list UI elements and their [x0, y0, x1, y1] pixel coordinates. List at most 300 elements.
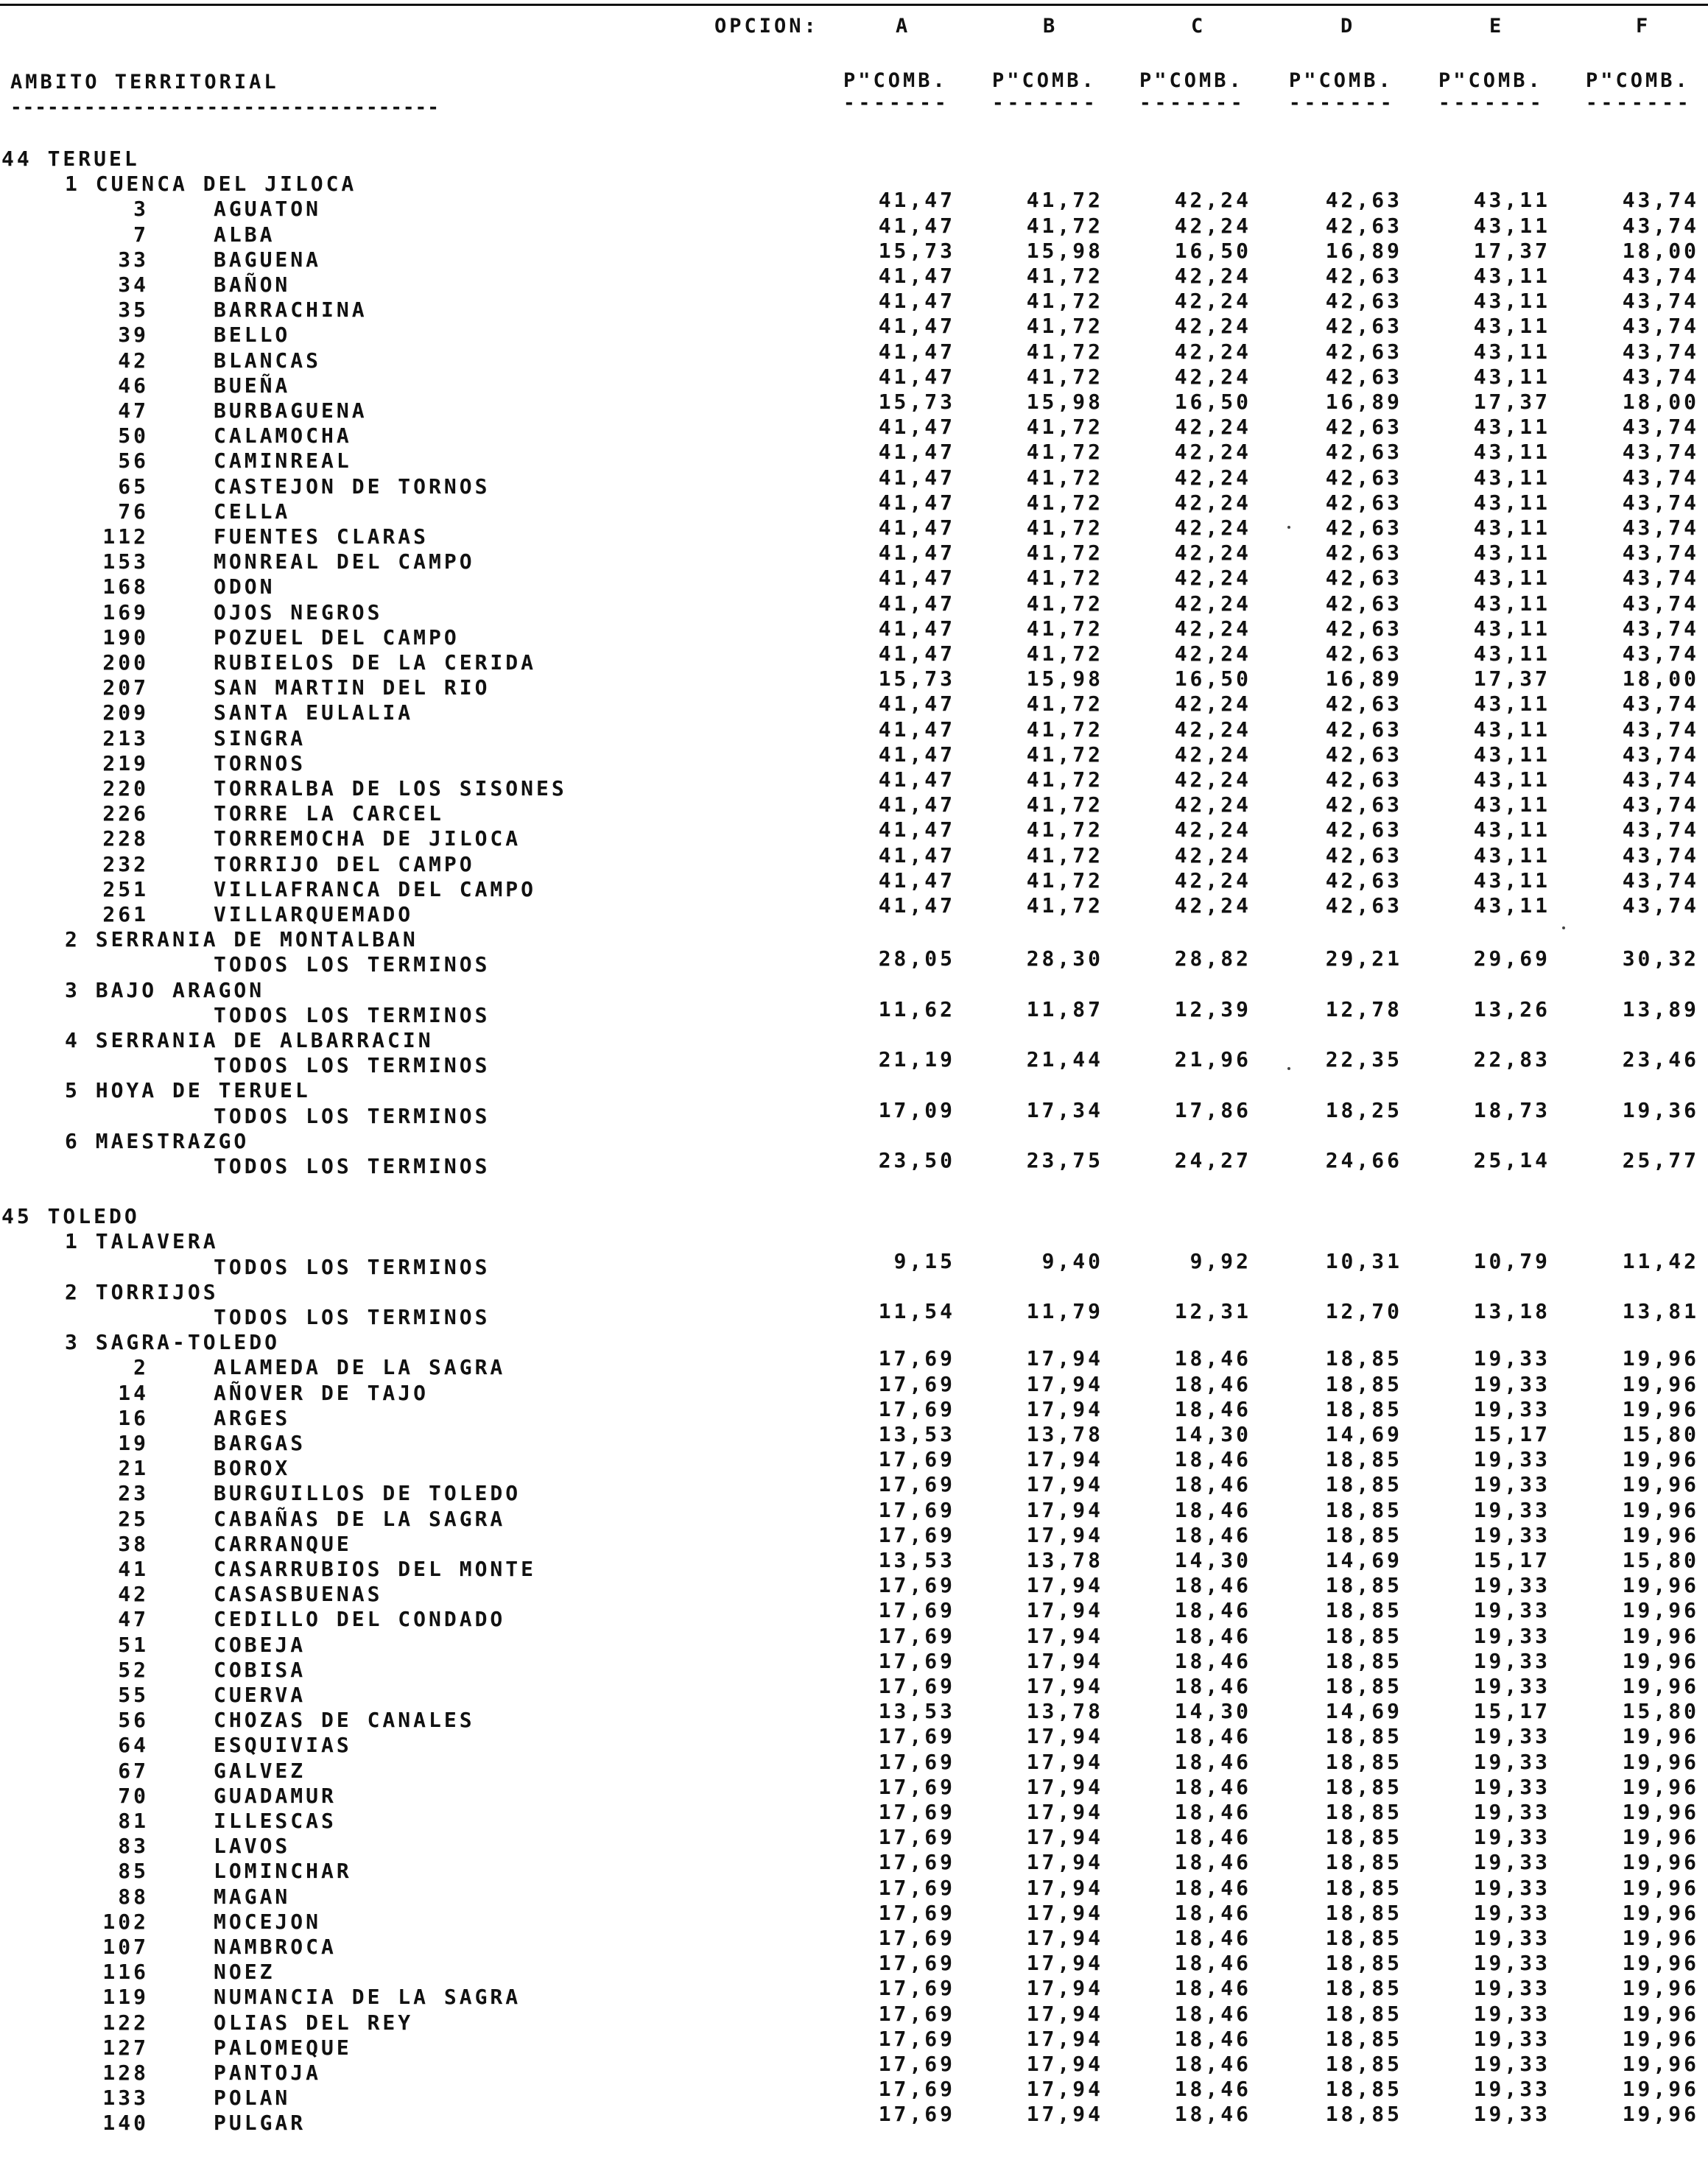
value-option-b: 17,94 — [1026, 2001, 1103, 2026]
value-option-e: 19,33 — [1473, 2052, 1550, 2076]
value-option-f: 19,96 — [1622, 2052, 1699, 2076]
value-option-e: 25,14 — [1473, 1148, 1550, 1172]
value-option-f: 43,74 — [1622, 339, 1699, 364]
municipality-code: 251 — [102, 876, 149, 901]
municipality-name: GALVEZ — [214, 1758, 306, 1783]
value-option-b: 13,78 — [1026, 1699, 1103, 1724]
comarca-heading: 1 CUENCA DEL JILOCA — [65, 172, 357, 197]
value-option-c: 18,46 — [1174, 1497, 1251, 1522]
municipality-name: BAÑON — [214, 272, 291, 297]
municipality-name: CEDILLO DEL CONDADO — [214, 1607, 506, 1632]
value-option-a: 13,53 — [878, 1699, 955, 1724]
municipality-name: SINGRA — [214, 725, 306, 750]
value-option-a: 41,47 — [878, 516, 955, 540]
value-option-c: 42,24 — [1174, 516, 1251, 540]
value-option-b: 17,94 — [1026, 2026, 1103, 2051]
value-option-d: 42,63 — [1325, 792, 1402, 817]
value-option-d: 18,85 — [1325, 2077, 1402, 2102]
ambito-label: AMBITO TERRITORIAL — [10, 71, 279, 94]
value-option-a: 17,69 — [878, 1951, 955, 1976]
value-option-c: 42,24 — [1174, 364, 1251, 389]
value-option-c: 9,92 — [1189, 1248, 1251, 1273]
comarca-heading: 6 MAESTRAZGO — [65, 1128, 250, 1153]
value-option-d: 18,85 — [1325, 1371, 1402, 1396]
municipality-name: TORREMOCHA DE JILOCA — [214, 826, 521, 851]
column-a-label: P"COMB. — [843, 69, 948, 92]
municipality-name: ALBA — [214, 222, 275, 247]
municipality-name: OJOS NEGROS — [214, 599, 383, 624]
municipality-name: POLAN — [214, 2086, 291, 2111]
option-c-header: C — [1191, 15, 1206, 38]
value-option-b: 17,94 — [1026, 1497, 1103, 1522]
value-option-d: 16,89 — [1325, 666, 1402, 692]
municipality-code: 133 — [102, 2086, 149, 2111]
column-d-label: P"COMB. — [1289, 69, 1394, 92]
value-option-a: 17,69 — [878, 1396, 955, 1421]
value-option-b: 41,72 — [1026, 541, 1103, 566]
value-option-a: 17,69 — [878, 1976, 955, 2001]
value-option-f: 19,96 — [1622, 1447, 1699, 1472]
value-option-e: 19,33 — [1473, 1875, 1550, 1900]
value-option-e: 19,33 — [1473, 1976, 1550, 2001]
municipality-name: NUMANCIA DE LA SAGRA — [214, 1985, 521, 2010]
value-option-a: 41,47 — [878, 692, 955, 717]
value-option-f: 19,96 — [1622, 1522, 1699, 1547]
value-option-e: 19,33 — [1473, 2077, 1550, 2102]
scan-speck — [1287, 1067, 1290, 1070]
municipality-code: 169 — [102, 599, 149, 624]
value-option-b: 15,98 — [1026, 666, 1103, 692]
value-option-d: 18,85 — [1325, 1598, 1402, 1623]
municipality-code: 56 — [118, 448, 149, 474]
value-option-a: 17,69 — [878, 1648, 955, 1673]
comarca-heading: 2 SERRANIA DE MONTALBAN — [65, 927, 418, 952]
value-option-a: 41,47 — [878, 566, 955, 591]
value-option-e: 19,33 — [1473, 1951, 1550, 1976]
value-option-a: 17,69 — [878, 1371, 955, 1396]
value-option-a: 15,73 — [878, 238, 955, 263]
value-option-f: 19,96 — [1622, 1976, 1699, 2001]
value-option-a: 17,69 — [878, 1724, 955, 1749]
value-option-a: 41,47 — [878, 717, 955, 742]
value-option-d: 18,85 — [1325, 1396, 1402, 1421]
value-option-a: 17,69 — [878, 1674, 955, 1698]
municipality-name: MOCEJON — [214, 1909, 322, 1934]
value-option-d: 18,85 — [1325, 1522, 1402, 1547]
value-option-a: 17,69 — [878, 1497, 955, 1522]
value-option-b: 17,94 — [1026, 1951, 1103, 1976]
value-option-c: 18,46 — [1174, 1951, 1251, 1976]
value-option-a: 17,69 — [878, 1346, 955, 1371]
municipality-code: 42 — [118, 348, 149, 373]
value-option-b: 17,94 — [1026, 1573, 1103, 1598]
value-option-b: 41,72 — [1026, 817, 1103, 842]
value-option-c: 18,46 — [1174, 2052, 1251, 2076]
municipality-code: 16 — [118, 1405, 149, 1430]
value-option-f: 43,74 — [1622, 541, 1699, 566]
value-option-d: 18,85 — [1325, 2052, 1402, 2076]
value-option-a: 17,69 — [878, 2102, 955, 2127]
value-option-e: 19,33 — [1473, 2102, 1550, 2127]
value-option-d: 18,85 — [1325, 1951, 1402, 1976]
column-f-underline: ------- — [1586, 92, 1693, 114]
municipality-code: 65 — [118, 474, 149, 499]
municipality-name: VILLARQUEMADO — [214, 902, 414, 926]
all-terms-label: TODOS LOS TERMINOS — [214, 1254, 491, 1279]
value-option-b: 17,94 — [1026, 1396, 1103, 1421]
value-option-a: 15,73 — [878, 390, 955, 414]
value-option-f: 19,96 — [1622, 1674, 1699, 1698]
value-option-f: 19,96 — [1622, 1371, 1699, 1396]
municipality-name: COBEJA — [214, 1632, 306, 1657]
municipality-name: ODON — [214, 574, 275, 599]
value-option-a: 41,47 — [878, 742, 955, 767]
value-option-f: 30,32 — [1622, 946, 1699, 971]
value-option-f: 15,80 — [1622, 1548, 1699, 1572]
opcion-label: OPCION: — [714, 15, 819, 38]
municipality-code: 25 — [118, 1506, 149, 1531]
value-option-c: 18,46 — [1174, 2026, 1251, 2051]
municipality-code: 228 — [102, 826, 149, 851]
value-option-e: 43,11 — [1473, 440, 1550, 465]
value-option-e: 43,11 — [1473, 817, 1550, 842]
municipality-code: 33 — [118, 247, 149, 272]
all-terms-label: TODOS LOS TERMINOS — [214, 1154, 491, 1178]
value-option-d: 18,85 — [1325, 1800, 1402, 1824]
value-option-a: 17,69 — [878, 2052, 955, 2076]
municipality-code: 85 — [118, 1859, 149, 1884]
municipality-code: 128 — [102, 2061, 149, 2085]
value-option-a: 17,69 — [878, 2026, 955, 2051]
all-terms-label: TODOS LOS TERMINOS — [214, 952, 491, 977]
value-option-f: 18,00 — [1622, 666, 1699, 692]
value-option-d: 18,85 — [1325, 1623, 1402, 1648]
value-option-e: 43,11 — [1473, 692, 1550, 717]
value-option-b: 17,94 — [1026, 1598, 1103, 1623]
value-option-e: 22,83 — [1473, 1047, 1550, 1072]
value-option-d: 18,85 — [1325, 2026, 1402, 2051]
value-option-e: 43,11 — [1473, 742, 1550, 767]
value-option-c: 18,46 — [1174, 1447, 1251, 1472]
value-option-a: 21,19 — [878, 1047, 955, 1072]
municipality-name: NOEZ — [214, 1960, 275, 1985]
value-option-f: 19,96 — [1622, 1951, 1699, 1976]
all-terms-label: TODOS LOS TERMINOS — [214, 1053, 491, 1078]
value-option-f: 19,96 — [1622, 1900, 1699, 1925]
column-e-label: P"COMB. — [1438, 69, 1543, 92]
value-option-f: 43,74 — [1622, 616, 1699, 641]
value-option-c: 42,24 — [1174, 616, 1251, 641]
municipality-name: CHOZAS DE CANALES — [214, 1708, 475, 1733]
value-option-d: 18,85 — [1325, 1472, 1402, 1497]
value-option-d: 42,63 — [1325, 213, 1402, 238]
value-option-c: 42,24 — [1174, 717, 1251, 742]
value-option-b: 17,94 — [1026, 2102, 1103, 2127]
municipality-name: TORRIJO DEL CAMPO — [214, 851, 475, 876]
value-option-f: 15,80 — [1622, 1699, 1699, 1724]
value-option-d: 42,63 — [1325, 339, 1402, 364]
value-option-f: 43,74 — [1622, 264, 1699, 288]
value-option-a: 17,69 — [878, 1800, 955, 1824]
value-option-a: 41,47 — [878, 817, 955, 842]
value-option-e: 17,37 — [1473, 666, 1550, 692]
value-option-c: 42,24 — [1174, 566, 1251, 591]
value-option-c: 42,24 — [1174, 289, 1251, 314]
value-option-c: 18,46 — [1174, 1749, 1251, 1774]
option-b-header: B — [1043, 15, 1058, 38]
value-option-d: 18,85 — [1325, 1447, 1402, 1472]
value-option-b: 13,78 — [1026, 1548, 1103, 1572]
value-option-d: 42,63 — [1325, 842, 1402, 868]
value-option-e: 43,11 — [1473, 490, 1550, 515]
all-terms-label: TODOS LOS TERMINOS — [214, 1002, 491, 1027]
municipality-name: CALAMOCHA — [214, 423, 352, 448]
value-option-a: 41,47 — [878, 616, 955, 641]
value-option-d: 16,89 — [1325, 238, 1402, 263]
value-option-d: 42,63 — [1325, 364, 1402, 389]
value-option-b: 15,98 — [1026, 238, 1103, 263]
all-terms-label: TODOS LOS TERMINOS — [214, 1103, 491, 1128]
all-terms-label: TODOS LOS TERMINOS — [214, 1305, 491, 1329]
municipality-code: 83 — [118, 1834, 149, 1859]
value-option-a: 17,69 — [878, 1774, 955, 1799]
value-option-a: 41,47 — [878, 339, 955, 364]
value-option-b: 41,72 — [1026, 868, 1103, 893]
value-option-f: 19,96 — [1622, 2026, 1699, 2051]
value-option-c: 42,24 — [1174, 641, 1251, 666]
municipality-code: 168 — [102, 574, 149, 599]
value-option-b: 41,72 — [1026, 792, 1103, 817]
value-option-a: 41,47 — [878, 213, 955, 238]
option-d-header: D — [1340, 15, 1356, 38]
value-option-b: 41,72 — [1026, 188, 1103, 213]
value-option-c: 16,50 — [1174, 666, 1251, 692]
value-option-d: 18,85 — [1325, 1825, 1402, 1850]
value-option-c: 12,31 — [1174, 1299, 1251, 1323]
value-option-e: 19,33 — [1473, 1623, 1550, 1648]
value-option-e: 19,33 — [1473, 1396, 1550, 1421]
value-option-d: 42,63 — [1325, 188, 1402, 213]
value-option-b: 11,87 — [1026, 996, 1103, 1021]
municipality-name: BURBAGUENA — [214, 398, 368, 423]
value-option-e: 43,11 — [1473, 289, 1550, 314]
value-option-c: 18,46 — [1174, 1346, 1251, 1371]
value-option-c: 18,46 — [1174, 1472, 1251, 1497]
value-option-f: 43,74 — [1622, 641, 1699, 666]
value-option-e: 19,33 — [1473, 2026, 1550, 2051]
value-option-b: 41,72 — [1026, 213, 1103, 238]
value-option-b: 17,94 — [1026, 1926, 1103, 1950]
municipality-name: LOMINCHAR — [214, 1859, 352, 1884]
municipality-code: 47 — [118, 398, 149, 423]
value-option-e: 19,33 — [1473, 1472, 1550, 1497]
value-option-f: 25,77 — [1622, 1148, 1699, 1172]
value-option-b: 15,98 — [1026, 390, 1103, 414]
value-option-d: 18,85 — [1325, 1724, 1402, 1749]
value-option-b: 41,72 — [1026, 339, 1103, 364]
municipality-name: AÑOVER DE TAJO — [214, 1380, 429, 1405]
municipality-name: CARRANQUE — [214, 1531, 352, 1556]
column-b-label: P"COMB. — [992, 69, 1097, 92]
value-option-e: 43,11 — [1473, 415, 1550, 440]
value-option-c: 42,24 — [1174, 541, 1251, 566]
value-option-d: 18,85 — [1325, 1900, 1402, 1925]
value-option-c: 18,46 — [1174, 1623, 1251, 1648]
value-option-f: 43,74 — [1622, 893, 1699, 918]
value-option-d: 42,63 — [1325, 717, 1402, 742]
value-option-b: 17,34 — [1026, 1097, 1103, 1122]
value-option-a: 17,69 — [878, 1623, 955, 1648]
value-option-d: 18,85 — [1325, 1749, 1402, 1774]
municipality-name: RUBIELOS DE LA CERIDA — [214, 650, 537, 675]
municipality-code: 190 — [102, 624, 149, 650]
value-option-b: 17,94 — [1026, 1648, 1103, 1673]
value-option-c: 42,24 — [1174, 314, 1251, 339]
value-option-d: 42,63 — [1325, 516, 1402, 540]
value-option-e: 43,11 — [1473, 842, 1550, 868]
value-option-a: 41,47 — [878, 264, 955, 288]
value-option-c: 18,46 — [1174, 1396, 1251, 1421]
municipality-name: TORRALBA DE LOS SISONES — [214, 776, 567, 801]
value-option-f: 43,74 — [1622, 415, 1699, 440]
municipality-code: 67 — [118, 1758, 149, 1783]
value-option-e: 43,11 — [1473, 616, 1550, 641]
value-option-d: 18,85 — [1325, 1648, 1402, 1673]
scan-speck — [1562, 926, 1565, 929]
value-option-e: 19,33 — [1473, 1573, 1550, 1598]
municipality-code: 70 — [118, 1783, 149, 1808]
value-option-a: 41,47 — [878, 541, 955, 566]
value-option-d: 12,78 — [1325, 996, 1402, 1021]
value-option-d: 42,63 — [1325, 440, 1402, 465]
value-option-a: 41,47 — [878, 893, 955, 918]
value-option-a: 9,15 — [893, 1248, 955, 1273]
value-option-d: 18,85 — [1325, 1774, 1402, 1799]
value-option-f: 13,81 — [1622, 1299, 1699, 1323]
value-option-a: 13,53 — [878, 1548, 955, 1572]
value-option-f: 19,96 — [1622, 1800, 1699, 1824]
value-option-d: 42,63 — [1325, 817, 1402, 842]
value-option-b: 17,94 — [1026, 1472, 1103, 1497]
value-option-b: 41,72 — [1026, 490, 1103, 515]
value-option-e: 19,33 — [1473, 2001, 1550, 2026]
value-option-b: 41,72 — [1026, 641, 1103, 666]
municipality-name: FUENTES CLARAS — [214, 524, 429, 549]
value-option-c: 42,24 — [1174, 893, 1251, 918]
top-rule — [0, 4, 1708, 6]
value-option-e: 43,11 — [1473, 566, 1550, 591]
value-option-b: 17,94 — [1026, 2052, 1103, 2076]
municipality-name: MONREAL DEL CAMPO — [214, 549, 475, 574]
value-option-a: 17,69 — [878, 1573, 955, 1598]
value-option-f: 19,96 — [1622, 1749, 1699, 1774]
municipality-name: ESQUIVIAS — [214, 1733, 352, 1758]
value-option-b: 41,72 — [1026, 314, 1103, 339]
value-option-f: 43,74 — [1622, 289, 1699, 314]
value-option-e: 18,73 — [1473, 1097, 1550, 1122]
municipality-code: 76 — [118, 499, 149, 524]
municipality-code: 7 — [133, 222, 149, 247]
municipality-code: 207 — [102, 675, 149, 700]
value-option-f: 18,00 — [1622, 238, 1699, 263]
value-option-a: 11,62 — [878, 996, 955, 1021]
value-option-c: 18,46 — [1174, 1648, 1251, 1673]
municipality-name: TORRE LA CARCEL — [214, 801, 444, 826]
value-option-b: 17,94 — [1026, 1346, 1103, 1371]
municipality-name: CASASBUENAS — [214, 1582, 383, 1607]
municipality-code: 39 — [118, 323, 149, 348]
value-option-e: 43,11 — [1473, 717, 1550, 742]
value-option-f: 43,74 — [1622, 440, 1699, 465]
municipality-code: 220 — [102, 776, 149, 801]
value-option-f: 43,74 — [1622, 717, 1699, 742]
value-option-a: 41,47 — [878, 868, 955, 893]
municipality-code: 116 — [102, 1960, 149, 1985]
value-option-b: 41,72 — [1026, 264, 1103, 288]
value-option-c: 18,46 — [1174, 1875, 1251, 1900]
value-option-e: 19,33 — [1473, 1724, 1550, 1749]
value-option-c: 18,46 — [1174, 1598, 1251, 1623]
value-option-a: 41,47 — [878, 465, 955, 490]
value-option-b: 17,94 — [1026, 1800, 1103, 1824]
municipality-name: SAN MARTIN DEL RIO — [214, 675, 491, 700]
value-option-d: 42,63 — [1325, 314, 1402, 339]
municipality-name: CASTEJON DE TORNOS — [214, 474, 491, 499]
value-option-e: 19,33 — [1473, 1749, 1550, 1774]
value-option-e: 43,11 — [1473, 314, 1550, 339]
value-option-f: 43,74 — [1622, 591, 1699, 616]
value-option-f: 43,74 — [1622, 566, 1699, 591]
value-option-d: 42,63 — [1325, 591, 1402, 616]
value-option-e: 43,11 — [1473, 792, 1550, 817]
value-option-d: 14,69 — [1325, 1422, 1402, 1446]
value-option-e: 19,33 — [1473, 1774, 1550, 1799]
municipality-code: 122 — [102, 2010, 149, 2035]
value-option-a: 41,47 — [878, 314, 955, 339]
municipality-code: 2 — [133, 1355, 149, 1380]
value-option-d: 42,63 — [1325, 868, 1402, 893]
value-option-f: 23,46 — [1622, 1047, 1699, 1072]
value-option-b: 41,72 — [1026, 767, 1103, 792]
value-option-f: 15,80 — [1622, 1422, 1699, 1446]
value-option-b: 41,72 — [1026, 591, 1103, 616]
municipality-code: 127 — [102, 2035, 149, 2060]
value-option-f: 19,96 — [1622, 1396, 1699, 1421]
value-option-e: 19,33 — [1473, 1850, 1550, 1875]
municipality-name: BAGUENA — [214, 247, 322, 272]
value-option-e: 43,11 — [1473, 767, 1550, 792]
value-option-a: 17,69 — [878, 1472, 955, 1497]
value-option-f: 43,74 — [1622, 490, 1699, 515]
value-option-c: 12,39 — [1174, 996, 1251, 1021]
value-option-c: 14,30 — [1174, 1422, 1251, 1446]
value-option-f: 43,74 — [1622, 314, 1699, 339]
value-option-b: 23,75 — [1026, 1148, 1103, 1172]
value-option-f: 13,89 — [1622, 996, 1699, 1021]
value-option-d: 42,63 — [1325, 541, 1402, 566]
value-option-d: 16,89 — [1325, 390, 1402, 414]
comarca-heading: 2 TORRIJOS — [65, 1279, 219, 1304]
value-option-b: 41,72 — [1026, 893, 1103, 918]
value-option-f: 43,74 — [1622, 868, 1699, 893]
value-option-b: 41,72 — [1026, 415, 1103, 440]
value-option-e: 43,11 — [1473, 339, 1550, 364]
value-option-c: 42,24 — [1174, 188, 1251, 213]
column-f-label: P"COMB. — [1586, 69, 1690, 92]
value-option-e: 19,33 — [1473, 1371, 1550, 1396]
value-option-a: 17,69 — [878, 1875, 955, 1900]
municipality-code: 19 — [118, 1431, 149, 1455]
